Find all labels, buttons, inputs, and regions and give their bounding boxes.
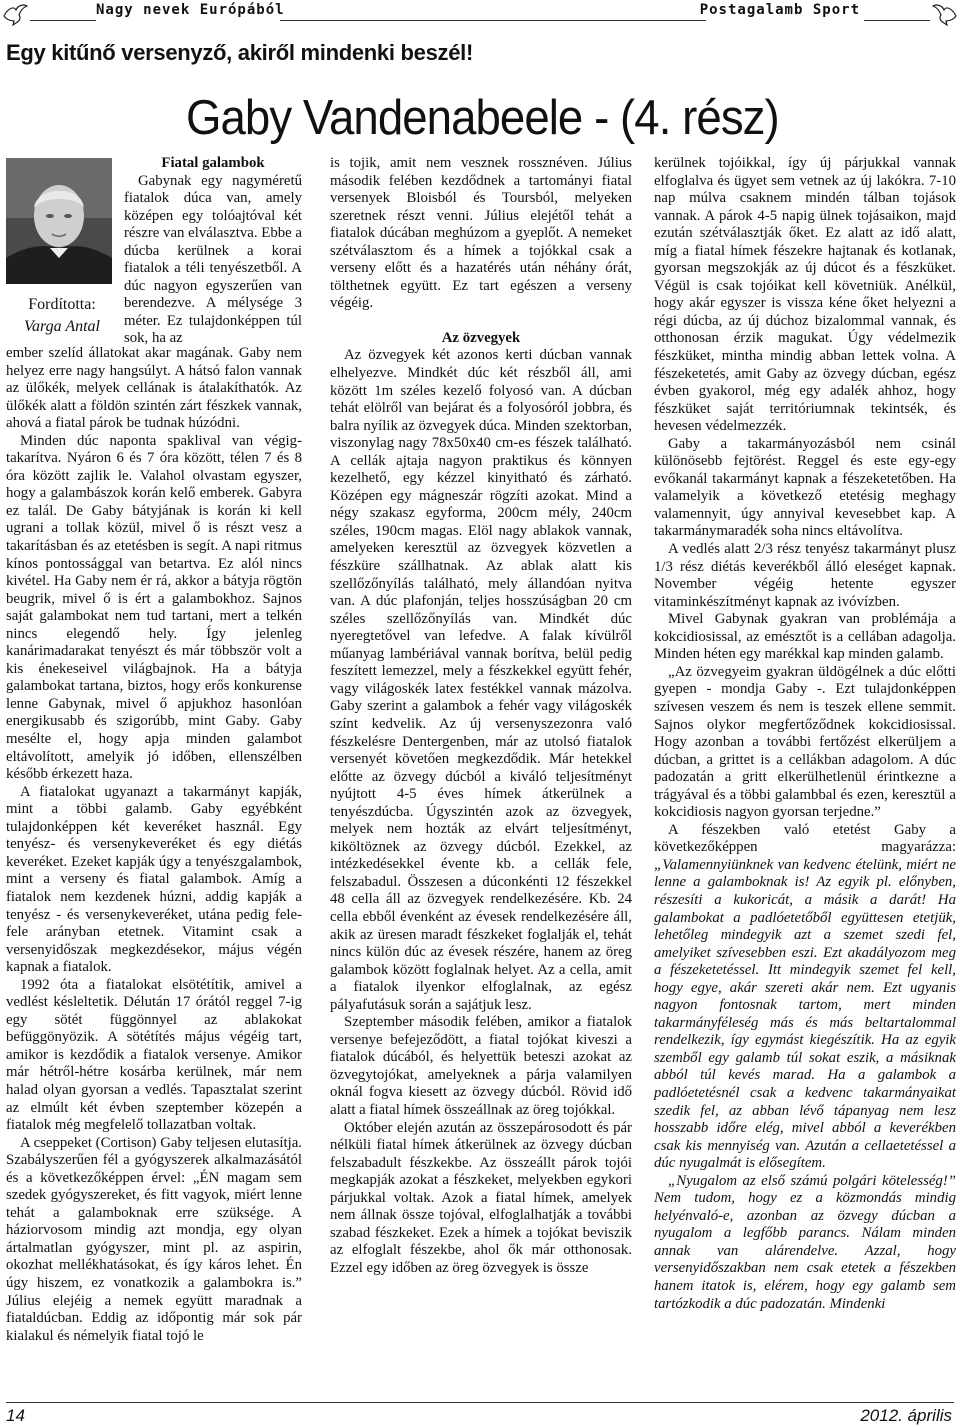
column-1-top — [124, 155, 302, 348]
paragraph: Október elején azután az összepárosodott és pár nélküli fiatal hímek átkerülnek az özvegy dúcban felszabadult fészkekbe. Az összeállt párok tojói megkapják azokat a fészkeket, melyekben egykori párjukkal voltak. Azok a fiatal hímek, amelyek nem állnak össze tojóval, elfoglalhatják a további szabad fészkeket. Ezek a hímek a tojókat beviszik az elfoglalt fészekbe, ahol ők már otthonosak. Ezzel egy időben az öreg özvegyek is össze — [330, 1119, 632, 1276]
section-heading: Fiatal galambok — [161, 155, 265, 171]
pigeon-icon — [932, 2, 958, 26]
paragraph: Gabynak egy nagyméretű fiatalok dúca van, amely középen egy tolóajtóval két részre van elválasztva. Ebbe a dúcba kerülnek a korai fiatalok a téli tenyészetből. A dúc nagyon egyszerűen van berendezve. A mélysége 3 méter. Ez tulajdonképpen túl sok, ha az — [124, 172, 302, 347]
paragraph: Az özvegyek két azonos kerti dúcban vannak elhelyezve. Mindkét dúc két részből áll, ami között 1m széles kezelő folyosó van. A dúcban tehát elölről van bejárat és a folyosóról jobbra, és balra nyílik az özvegyek dúca. Minden szektorban, viszonylag nagy 78x50x40 cm-es fészek található. A cellák ajtaja nagyon praktikus és könnyen kezelhető, egy kézzel kinyitható és zárható. Középen egy mágneszár rögzíti azokat. Mind a négy szakasz egyforma, 200cm mély, 240cm széles, 190cm magas. Elöl nagy ablakok vannak, amelyeken keresztül az özvegyek közvetlen a fészküre szállhatnak. Az ablak alatt kis szellőzőnyílás található, mely állandóan nyitva van. A dúc plafonján, teljes hosszúságban 20 cm széles szellőzőnyílás van. Mindkét dúc nyeregtetővel van lefedve. A falak kívülről műanyag lambériával vannak borítva, belül pedig feszített lemezzel, mely a fészkekkel együtt fehér, vagy világoskék latex festékkel vannak mázolva. Gaby szerint a galambok a fehér vagy világoskék színt kedvelik. Az új versenyszezonra való fészkelésre Dentergenben, már az utolsó fiatalok versenyét követően megkezdődik. Már hetekkel előtte az özvegy dúcból a kiváló teljesítményt nyújtott 4-5 éves hímek átkerülnek a tenyészdúcba. Úgyszintén azok az özvegyek, melyek nem hozták az elvárt teljesítményt, kiköltöznek az özvegy dúcból. Ezekkel, az intézkedésekkel évente kb. a cellák fele, felszabadul. Összesen a dúconkénti 12 fészekkel 48 cella áll az özvegyek rendelkezésére. Kb. 24 cella ebből évenként az évesek rendelkezésére áll, akik az üresen maradt fészkeket foglalják el, tehát nincs külön dúc az évesek részére, hanem az öreg galambok között foglalnak helyet. Az a cella, amit a fiatalok ilyenkor elfoglalnak, az egész pályafutásuk során a sajátjuk lesz. — [330, 347, 632, 1013]
paragraph: Minden dúc naponta spaklival van végigtakarítva. Nyáron 6 és 7 óra között, télen 7 és 8 óra között zajlik le. Valahol olvastam egyszer, hogy a galambászok korán kelő emberek. Gabyra ez talál. De Gaby bátyjának is korán ki kell ugrani a tollak közül, mivel ő is részt vesz a takarításban és az etetésben is segít. A napi ritmus kínos pontossággal van betartva. Ez alól nincs kivétel. Ha Gaby nem ér rá, akkor a bátyja rögtön beugrik, mivel ő is ért a galambokhoz. Sajnos saját galambokat nem tud tartani, mert a telkén nincs elegendő hely. Így jelenleg kanárimadarakat tenyészt és már többször volt a kis énekeseivel világbajnok. Ha a bátyja galambokat tartana, biztos, hogy erős konkurense lenne Gabynak, mivel ő apjukhoz hasonlóan energikusabb és szigorúbb, mint Gaby. Gaby mesélte el, hogy apja minden galambot eltávolított, amelyik jó időben, ellenszélben később érkezett haza. — [6, 432, 302, 783]
page-number: 14 — [6, 1406, 25, 1425]
article-kicker: Egy kitűnő versenyző, akiről mindenki beszél! — [6, 40, 473, 65]
header-right-text: Postagalamb Sport — [699, 2, 860, 18]
translator-caption — [0, 294, 124, 338]
author-portrait-photo — [6, 158, 112, 284]
paragraph: is tojik, amit nem vesznek rossznéven. Július második felében kezdődnek a tartományi fiatal versenyek Bloisból és Toursból, melyeken szeretnek részt venni. Július elejétől tehát a fiatalok dúcában meghúzom a gyeplőt. A nemeket szétválasztom és a hímek a tojókkal csak a verseny előtt és a hazatérés után néhány órát, tölthetnek együtt. Ez tart egészen a verseny végéig. — [330, 155, 632, 312]
italic-quote: „Valamennyiünknek van kedvenc ételünk, miért ne lenne a galamboknak is! Az egyik pl. előnyben, részesíti a kukoricát, a másik a darát! Ha galambokat a padlóetetőből együttesen etetjük, lehetőleg mindegyik azt a szemet szedi fel, amelyiket szívesebben eszi. Ezt akadályozom meg a fészeketetéssel. Itt mindegyik szemet fel kell, hogy egye, akár szereti akár nem. Ezt ugyanis nagyon fontosnak tartom, mert minden takarmányféleség más és más beltartalommal rendelkezik, így egymást kiegészítik. Ha az egyik szemből egy galamb túl sokat eszik, a másiknak abból túl kevés marad. Ha a galambok a padlóetetésnél csak a kedvenc takarmányaikat szedik fel, az abban lévő tápanyag nem lesz hosszabb időre elég, mivel abból a keverékben csak kis mennyiség van. Azután a cellaetetéssel a dúc nyugalmát is elősegítem. — [654, 856, 956, 1172]
issue-date: 2012. április — [860, 1406, 952, 1425]
paragraph: A vedlés alatt 2/3 rész tenyész takarmányt plusz 1/3 rész diétás keverékből álló eleséget kapnak. November végéig hetente egyszer vitaminkészítményt kapnak az ivóvízben. — [654, 541, 956, 610]
paragraph: „Az özvegyeim gyakran üldögélnek a dúc előtti gyepen - mondja Gaby -. Ezt tulajdonképpen szívesen veszem és nem is teszek ellene semmit. Sajnos olykor megfertőződnek kokcidiosissal. Hogy azonban a további fertőzést elkerüljem a dúcban, a grittet is a cellákban adagolom. A dúc padozatán a gritt elkerülhetlenül érintkezne a trágyával és a többi galambbal és ezen, keresztül a kokcidiosis nagyon gyorsan terjedne.” — [654, 663, 956, 821]
column-2 — [330, 155, 632, 1277]
section-heading: Az özvegyek — [441, 329, 521, 346]
portrait-image — [6, 158, 112, 284]
italic-quote: „Nyugalom az első számú polgári kötelesség!” Nem tudom, hogy ez a közmondás mindig helyénvaló-e, azonban az özvegy dúcban a nyugalom a legfőbb parancs. Nálam minden annak van alárendelve. Azzal, hogy versenyidőszakban nem csak etetek a fészekben hanem itatok is, elérem, hogy egy galamb sem tartózkodik a dúc padozatán. Mindenki — [654, 1172, 956, 1312]
paragraph: Szeptember második felében, amikor a fiatalok versenye befejeződött, a fiatal tojókat kiveszi a fiatalok dúcából, és helyettük beteszi azokat az özvegytojókat, amelyeknek a párja valamilyen oknál fogva kiesett az özvegy dúcból. Rövid idő alatt a fiatal hímek összeállnak az öreg tojókkal. — [330, 1014, 632, 1118]
paragraph: ember szelíd állatokat akar magának. Gaby nem helyez erre nagy hangsúlyt. A hátsó falon vannak az ülőkék, melyek cellának is átalakíthatók. Az ülőkék alatt a földön szintén zárt fészkek vannak, ahová a fiatal párok be tudnak húzódni. — [6, 345, 302, 432]
page-footer — [0, 1402, 960, 1427]
header-rule-middle — [280, 20, 706, 21]
paragraph: Gaby a takarmányozásból nem csinál különösebb fejtörést. Reggel és este egy-egy evőkanál takarmányt kapnak a fészeketetőben. Ha valamelyik a következő etetésig meghagy valamennyit, úgy annyival kevesebbet kap. A takarmánymaradék soha nincs eltávolítva. — [654, 435, 956, 540]
article-title: Gaby Vandenabeele - (4. rész) — [186, 91, 779, 145]
paragraph: 1992 óta a fiatalokat elsötétítik, amivel a vedlést késleltetik. Délután 17 órától reggel 7-ig egy sötét függönnyel az ablakokat befüggönyözik. A sötétítés május végéig tart, amikor is kezdődik a fiatalok versenye. Amikor már hétről-hétre kosárba kerülnek, már nem halad olyan gyorsan a vedlés. Tapasztalat szerint az elmúlt két évben szeptember közepén a fiatalok még megfelelő tollazatban voltak. — [6, 976, 302, 1134]
translator-name: Varga Antal — [23, 318, 100, 335]
paragraph: A cseppeket (Cortison) Gaby teljesen elutasítja. Szabályszerűen fél a gyógyszerek alkalmazásától és a következőképpen érvel: „ÉN magam sem szedek gyógyszereket, és fitt vagyok, miért lenne tehát a galamboknak erre szüksége. A háziorvosom mindig azt mondja, egy olyan ártalmatlan gyógyszer, mint pl. az aspirin, okozhat mellékhatásokat, és így káros lehet. Én úgy hiszem, ez vonatkozik a galambokra is.” Július elejéig a nemek együtt maradnak a fiataldúcban. Eddig az időpontig már sok pár kialakul és némelyik fiatal tojó le — [6, 1134, 302, 1344]
column-1-body — [6, 345, 302, 1345]
column-3 — [654, 155, 956, 1313]
header-left-text: Nagy nevek Európából — [96, 2, 285, 18]
paragraph-lead: A fészekben való etetést Gaby a következőképpen magyarázza: — [654, 821, 956, 856]
caption-label: Fordította: — [28, 296, 96, 313]
paragraph: kerülnek tojóikkal, így új párjukkal vannak elfoglalva és ügyet sem vetnek az új lakókra. 7-10 nap múlva csaknem mindén tálban tojások vannak. A párok 4-5 napig ülnek tojásaikon, majd ezután szétválasztják őket. Ez alatt az idő alatt, míg a fiatal hímek fészekre hajtanak és kotlanak, gyorsan megszokják az új dúcot és a fészküket. Végül is csak tojóikat kell követniük. Anélkül, hogy akár egyszer is vissza kéne őket helyezni a régi dúcba, az új dúchoz bizalommal vannak, és otthonosan érzik magukat. Úgy védelmezik fészküket, mintha mindig abban lettek volna. A fészeketetés, amit Gaby az özvegy dúcban, egész évben gyakorol, még egy adalék ahhoz, hogy fészküket saját territóriumnak tekintsék, és hevesen védelmezzék. — [654, 155, 956, 435]
paragraph: A fiatalokat ugyanazt a takarmányt kapják, mint a többi galamb. Gaby egyébként tulajdonképpen két keveréket használ. Egy tenyész- és versenykeveréket és egy diétás keveréket. Ezeket kapják úgy a tenyészgalambok, mint a verseny és fiatal galambok. Amíg a fiatalok nem kezdenek húzni, addig kapják a tenyész - és versenykeveréket, utána pedig fele-fele arányban etetnek. Vitamint csak a versenyidőszak megkezdésekor, május végén kapnak a fiatalok. — [6, 783, 302, 976]
footer-rule — [6, 1402, 954, 1403]
header-rule-left — [30, 20, 96, 21]
page-header — [0, 0, 960, 30]
paragraph — [654, 822, 956, 1173]
pigeon-icon — [2, 2, 28, 26]
header-rule-right — [864, 20, 930, 21]
paragraph: Mivel Gabynak gyakran van problémája a kokcidiosissal, az emésztőt is a cellában adagolja. Minden héten egy marékkal kap minden galamb. — [654, 611, 956, 663]
